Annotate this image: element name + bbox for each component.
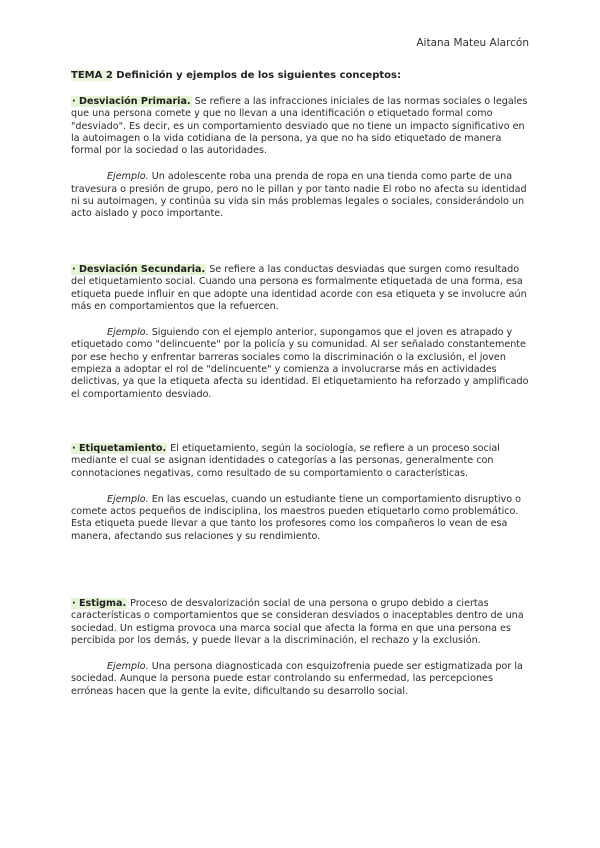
example-paragraph [71, 661, 529, 698]
example-paragraph [71, 171, 529, 220]
example-label: Ejemplo. [107, 171, 149, 183]
example-text: Siguiendo con el ejemplo anterior, supongamos que el joven es atrapado y etiquetado como "delincuente" por la policía y su comunidad. Al ser señalado constantemente por ese hecho y enfrentar barreras sociales como la discriminación o la exclusión, el joven empieza a adoptar el rol de "delincuente" y comienza a involucrarse más en actividades delictivas, ya que la etiqueta afecta su identidad. El etiquetamiento ha reforzado y amplificado el comportamiento desviado. [71, 327, 529, 400]
example-text: En las escuelas, cuando un estudiante tiene un comportamiento disruptivo o comete actos pequeños de indisciplina, los maestros pueden etiquetarlo como problemático. Esta etiqueta puede llevar a que tanto los profesores como los compañeros lo vean de esa manera, afectando sus relaciones y su rendimiento. [71, 493, 522, 542]
page-title [71, 70, 401, 81]
definition-paragraph [71, 264, 529, 313]
section-primary-deviation [71, 96, 529, 221]
term-label: · Desviación Primaria. [72, 96, 191, 107]
definition-paragraph [71, 598, 529, 647]
example-text: Una persona diagnosticada con esquizofrenia puede ser estigmatizada por la sociedad. Aunque la persona puede estar controlando su enfermedad, las percepciones erróneas hacen que la gente la evite, dificultando su desarrollo social. [71, 661, 523, 697]
title-text: Definición y ejemplos de los siguientes conceptos: [112, 70, 401, 81]
section-labeling [71, 443, 529, 543]
example-label: Ejemplo. [107, 327, 149, 339]
example-paragraph [71, 494, 529, 543]
section-secondary-deviation [71, 264, 529, 401]
definition-text: Se refiere a las conductas desviadas que surgen como resultado del etiquetamiento social. Cuando una persona es formalmente etiquetada de una forma, esa etiqueta puede influir en que adopte una identidad acorde con esa etiqueta y se involucre aún más en comportamientos que la refuercen. [71, 264, 527, 312]
definition-paragraph [71, 96, 529, 157]
term-label: · Etiquetamiento. [72, 443, 167, 454]
author-name: Aitana Mateu Alarcón [416, 37, 529, 49]
definition-text: Proceso de desvalorización social de una persona o grupo debido a ciertas características o comportamientos que se consideran desviados o inaceptables dentro de una sociedad. Un estigma provoca una marca social que afecta la forma en que una persona es percibida por los demás, y puede llevar a la discriminación, el rechazo y la exclusión. [71, 598, 524, 646]
example-label: Ejemplo. [107, 493, 149, 505]
example-label: Ejemplo. [107, 661, 149, 673]
example-text: Un adolescente roba una prenda de ropa en una tienda como parte de una travesura o presión de grupo, pero no le pillan y por tanto nadie El robo no afecta su identidad ni su autoimagen, y continúa su vida sin más problemas legales o sociales, considerándolo un acto aislado y poco importante. [71, 171, 527, 220]
section-stigma [71, 598, 529, 698]
definition-text: El etiquetamiento, según la sociología, se refiere a un proceso social mediante el cual se asignan identidades o categorías a las personas, generalmente con connotaciones negativas, como resultado de su comportamiento o características. [71, 443, 500, 479]
title-prefix: TEMA 2 [71, 70, 113, 81]
term-label: · Estigma. [72, 598, 127, 609]
definition-text: Se refiere a las infracciones iniciales de las normas sociales o legales que una persona comete y que no llevan a una identificación o etiquetado formal como "desviado". Es decir, es un comportamiento desviado que no tiene un impacto significativo en la autoimagen o la vida cotidiana de la persona, ya que no ha sido etiquetado de manera formal por la sociedad o las autoridades. [71, 96, 528, 157]
definition-paragraph [71, 443, 529, 480]
term-label: · Desviación Secundaria. [72, 264, 206, 275]
example-paragraph [71, 327, 529, 401]
